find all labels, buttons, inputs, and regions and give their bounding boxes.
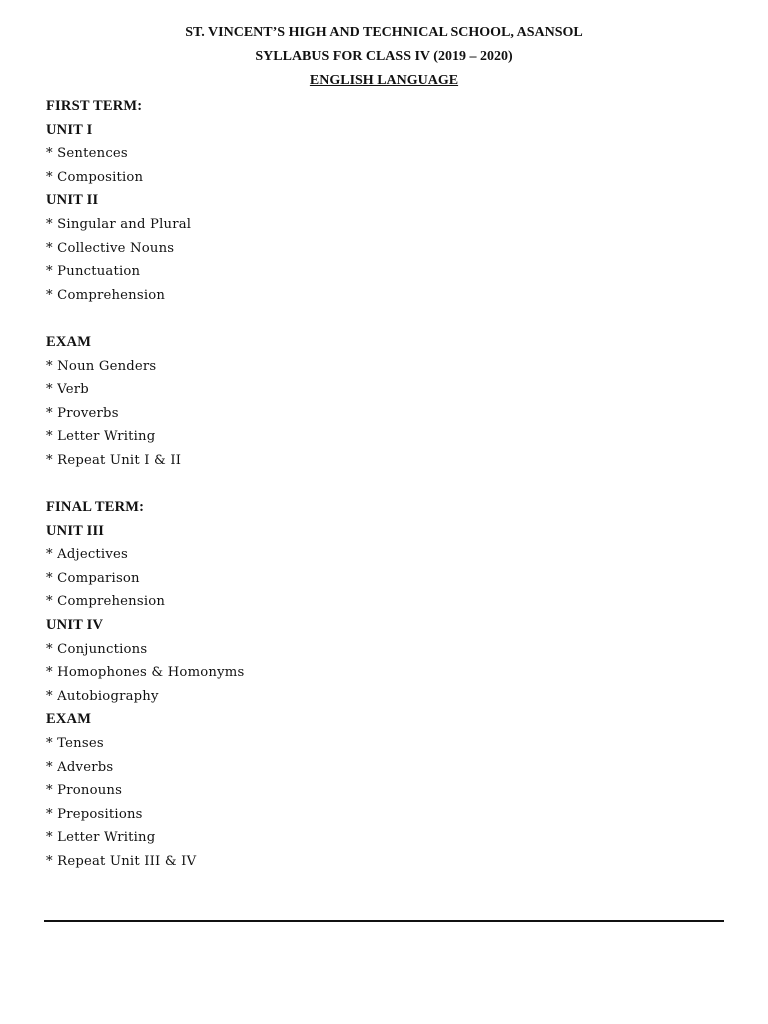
final-term-heading: FINAL TERM: xyxy=(46,499,145,516)
list-item: * Autobiography xyxy=(46,688,159,704)
school-title: ST. VINCENT’S HIGH AND TECHNICAL SCHOOL, ASANSOL xyxy=(185,25,583,40)
subject-title: ENGLISH LANGUAGE xyxy=(309,73,459,88)
list-item: * Comparison xyxy=(46,570,140,586)
spacer xyxy=(46,307,726,331)
list-item: * Conjunctions xyxy=(46,641,148,657)
list-item: * Letter Writing xyxy=(46,429,156,445)
list-item: * Singular and Plural xyxy=(46,216,192,232)
list-item: * Verb xyxy=(46,382,89,398)
spacer xyxy=(46,473,726,497)
list-item: * Homophones & Homonyms xyxy=(46,665,245,681)
list-item: * Adjectives xyxy=(46,547,128,563)
list-item: * Noun Genders xyxy=(46,358,157,374)
final-exam-heading: EXAM xyxy=(46,711,92,728)
list-item: * Pronouns xyxy=(46,783,123,799)
list-item: * Prepositions xyxy=(46,806,143,822)
list-item: * Letter Writing xyxy=(46,830,156,846)
list-item: * Repeat Unit I & II xyxy=(46,452,182,468)
unit-4-heading: UNIT IV xyxy=(46,617,104,634)
list-item: * Comprehension xyxy=(46,287,166,303)
list-item: * Punctuation xyxy=(46,264,141,280)
list-item: * Repeat Unit III & IV xyxy=(46,854,197,869)
list-item: * Composition xyxy=(46,169,144,185)
horizontal-rule xyxy=(44,920,724,922)
unit-3-heading: UNIT III xyxy=(46,522,105,539)
list-item: * Tenses xyxy=(46,736,104,752)
syllabus-content xyxy=(46,95,726,874)
unit-1-heading: UNIT I xyxy=(46,121,93,138)
list-item: * Comprehension xyxy=(46,594,166,610)
list-item: * Adverbs xyxy=(46,759,114,775)
first-term-heading: FIRST TERM: xyxy=(46,98,143,114)
list-item: * Sentences xyxy=(46,146,128,162)
unit-2-heading: UNIT II xyxy=(46,192,99,209)
list-item: * Proverbs xyxy=(46,405,119,421)
first-exam-heading: EXAM xyxy=(46,333,92,350)
syllabus-title: SYLLABUS FOR CLASS IV (2019 – 2020) xyxy=(255,49,513,64)
list-item: * Collective Nouns xyxy=(46,240,175,256)
